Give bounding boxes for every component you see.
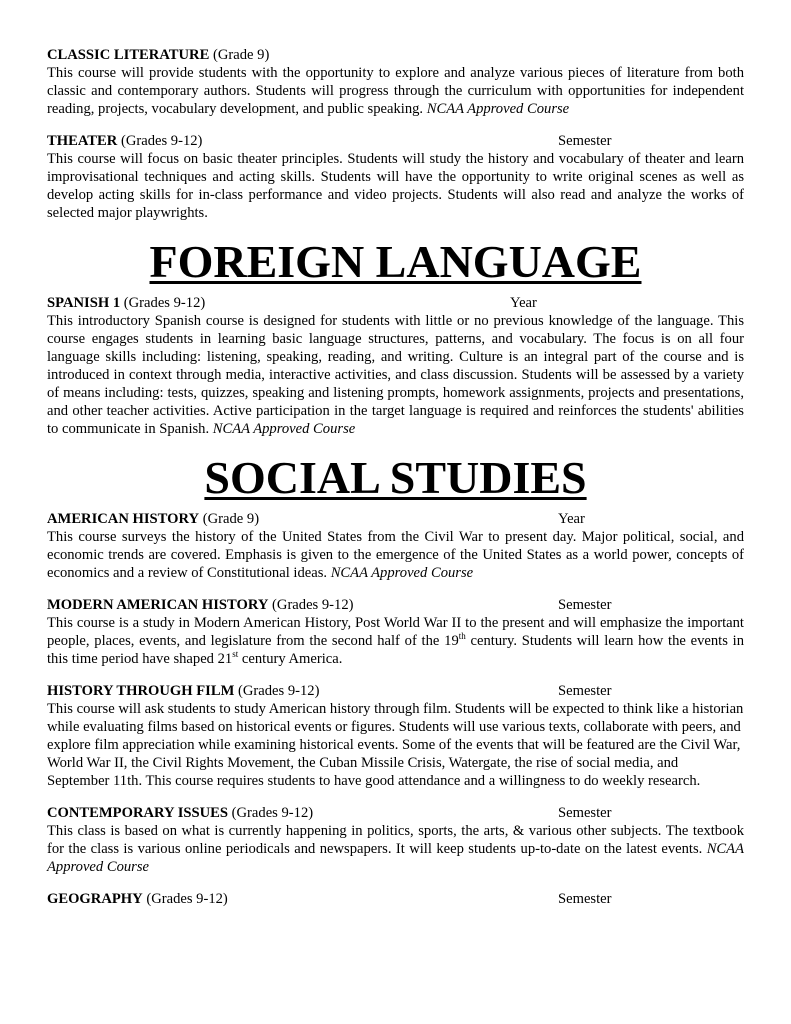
course-description-text: century. Students will learn how the events in this time period have shaped 21 [47, 633, 744, 667]
course-title: GEOGRAPHY [47, 891, 143, 907]
course-description [47, 614, 744, 668]
course-grades: (Grade 9) [213, 47, 270, 63]
course-header [47, 596, 744, 614]
course-description [47, 822, 744, 876]
course-title: CONTEMPORARY ISSUES [47, 805, 228, 821]
course-term: Semester [558, 805, 612, 821]
course-header [47, 890, 744, 908]
course-term: Semester [558, 597, 612, 613]
course-description-text: This class is based on what is currently happening in politics, sports, the arts, & various other subjects. The textbook for the class is various online periodicals and newspapers. It will keep students up-to-date on the latest events. [47, 823, 744, 857]
course-header [47, 804, 744, 822]
course-description-text: This introductory Spanish course is designed for students with little or no previous knowledge of the language. This course engages students in learning basic language structures, patterns, and vocabulary. The focus is on all four language skills including: listening, speaking, reading, and writing. Culture is an integral part of the course and is introduced in context through media, interactive activities, and class discussion. Students will be assessed by a variety of means including: tests, quizzes, speaking and listening prompts, homework assignments, projects and presentations, and other teacher activities. Active participation in the target language is required and reinforces the students' abilities to communicate in Spanish. [47, 313, 744, 437]
course-spanish-1 [47, 294, 744, 438]
ncaa-label: NCAA Approved Course [330, 565, 474, 581]
ncaa-label: NCAA Approved Course [426, 101, 570, 117]
course-grades: (Grades 9-12) [272, 597, 354, 613]
course-grades: (Grades 9-12) [231, 805, 314, 821]
course-title: SPANISH 1 [47, 295, 121, 311]
course-title: THEATER [47, 133, 118, 149]
course-description [47, 64, 744, 118]
course-term: Year [510, 295, 537, 311]
course-header [47, 510, 744, 528]
course-american-history [47, 510, 744, 582]
course-grades: (Grades 9-12) [146, 891, 228, 907]
course-header [47, 682, 744, 700]
course-description: This course will focus on basic theater principles. Students will study the history and vocabulary of theater and learn improvisational techniques and acting skills. Students will have the opportunity to write original scenes as well as develop acting skills for in-class performance and video projects. Students will also read and analyze the works of selected major playwrights. [47, 151, 744, 221]
course-theater [47, 132, 744, 222]
ncaa-label: NCAA Approved Course [212, 421, 356, 437]
course-grades: (Grades 9-12) [123, 295, 206, 311]
ncaa-label: NCAA Approved Course [47, 841, 744, 875]
course-header [47, 294, 744, 312]
course-title: CLASSIC LITERATURE [47, 47, 210, 63]
section-heading-social-studies [47, 452, 744, 504]
course-catalog-page [47, 46, 744, 922]
course-grades: (Grades 9-12) [120, 133, 203, 149]
course-term: Semester [558, 891, 612, 907]
course-grades: (Grades 9-12) [238, 683, 320, 699]
course-title: AMERICAN HISTORY [47, 511, 200, 527]
section-heading-text: SOCIAL STUDIES [204, 452, 587, 503]
course-contemporary-issues [47, 804, 744, 876]
course-description-text: This course is a study in Modern American History, Post World War II to the present and will emphasize the important people, places, events, and legislature from the second half of the 19 [47, 615, 744, 649]
course-description-text: This course surveys the history of the United States from the Civil War to present day. Major political, social, and economic trends are covered. Emphasis is given to the emergence of the United States as a world power, concepts of economics and a review of Constitutional ideas. [47, 529, 744, 581]
course-header [47, 132, 744, 150]
course-title: HISTORY THROUGH FILM [47, 683, 235, 699]
superscript-ordinal: th [458, 631, 466, 642]
course-header [47, 46, 744, 64]
course-modern-american-history [47, 596, 744, 668]
course-term: Year [558, 511, 585, 527]
course-description: This course will ask students to study American history through film. Students will be expected to think like a historian while evaluating films based on historical events or figures. Students will use various texts, collaborate with peers, and explore film appreciation while examining historical events. Some of the events that will be featured are the Civil War, World War II, the Civil Rights Movement, the Cuban Missile Crisis, Watergate, the rise of social media, and September 11th. This course requires students to have good attendance and a willingness to do weekly research. [47, 701, 744, 789]
course-description [47, 528, 744, 582]
course-term: Semester [558, 683, 612, 699]
course-description [47, 312, 744, 438]
course-term: Semester [558, 133, 612, 149]
course-title: MODERN AMERICAN HISTORY [47, 597, 269, 613]
course-geography [47, 890, 744, 908]
section-heading-foreign-language [47, 236, 744, 288]
course-grades: (Grade 9) [202, 511, 260, 527]
superscript-ordinal: st [232, 649, 239, 660]
course-description-text: This course will provide students with the opportunity to explore and analyze various pieces of literature from both classic and contemporary authors. Students will progress through the curriculum with opportunities for independent reading, projects, vocabulary development, and public speaking. [47, 65, 744, 117]
course-history-through-film [47, 682, 744, 790]
course-classic-literature [47, 46, 744, 118]
course-description-text: century America. [238, 651, 343, 667]
section-heading-text: FOREIGN LANGUAGE [149, 236, 642, 287]
